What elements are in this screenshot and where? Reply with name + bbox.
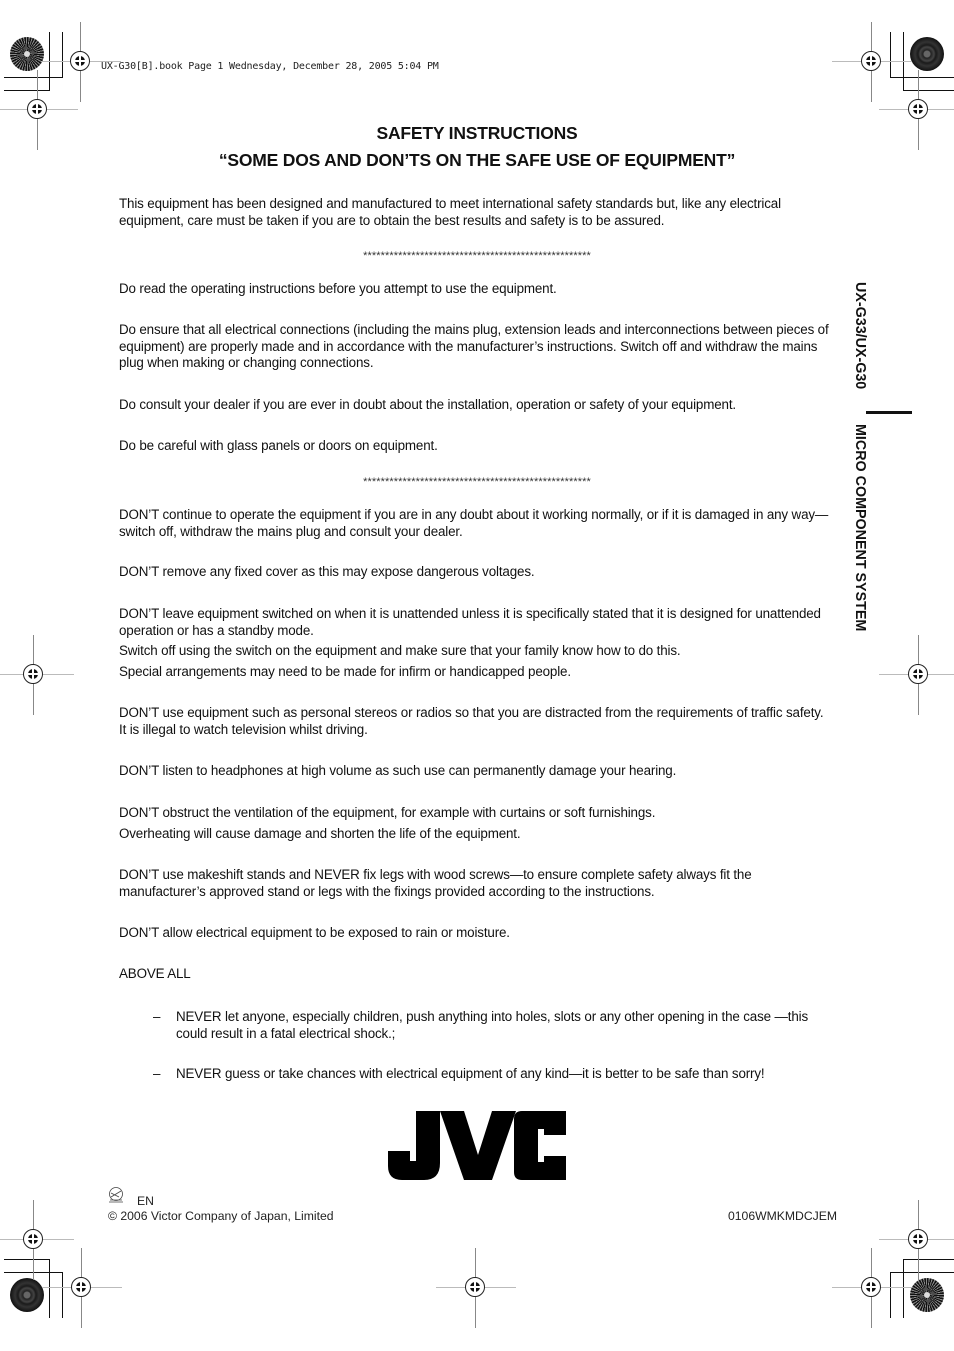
- dont-item: DON’T use makeshift stands and NEVER fix legs with wood screws—to ensure complete safety always fit the manufacturer’s approved stand or legs with the fixings provided according to the instructions.: [119, 867, 752, 899]
- list-dash: –: [153, 1066, 161, 1081]
- do-item: Do ensure that all electrical connections (including the mains plug, extension leads and interconnections between pieces of equipment) are properly made and in accordance with the manufacturer’s instructions. Switch off and withdraw the mains plug when making or changing connections.: [119, 322, 829, 370]
- dont-item: DON’T continue to operate the equipment if you are in any doubt about it working normally, or if it is damaged in any way—switch off, withdraw the mains plug and consult your dealer.: [119, 507, 829, 539]
- intro-paragraph: This equipment has been designed and manufactured to meet international safety standards but, like any electrical equipment, care must be taken if you are to obtain the best results and safety is to be assured.: [119, 196, 781, 228]
- registration-target-icon: [42, 1248, 122, 1328]
- dont-item: DON’T listen to headphones at high volume as such use can permanently damage your hearing.: [119, 763, 677, 778]
- page-subtitle: “SOME DOS AND DON’TS ON THE SAFE USE OF EQUIPMENT”: [218, 150, 736, 170]
- registration-target-icon: [879, 635, 954, 715]
- above-all-heading: ABOVE ALL: [119, 966, 191, 981]
- dont-item: DON’T allow electrical equipment to be exposed to rain or moisture.: [119, 925, 510, 940]
- dont-item: DON’T leave equipment switched on when it is unattended unless it is specifically stated that it is designed for unattended operation or has a standby mode.: [119, 606, 821, 638]
- language-code: EN: [137, 1194, 154, 1208]
- side-tab: [848, 282, 868, 672]
- copyright: © 2006 Victor Company of Japan, Limited: [108, 1209, 334, 1223]
- jvc-logo: [388, 1111, 566, 1180]
- print-header: UX-G30[B].book Page 1 Wednesday, December 28, 2005 5:04 PM: [101, 61, 439, 72]
- separator: ****************************************************: [363, 476, 591, 488]
- dont-item: DON’T remove any fixed cover as this may expose dangerous voltages.: [119, 564, 535, 579]
- side-tab-divider: [866, 411, 912, 414]
- dont-item: DON’T use equipment such as personal stereos or radios so that you are distracted from the requirements of traffic safety. It is illegal to watch television whilst driving.: [119, 705, 824, 737]
- list-dash: –: [153, 1009, 161, 1024]
- registration-disc-bottom-right-icon: [910, 1278, 944, 1312]
- registration-target-icon: [436, 1248, 516, 1328]
- dont-item: DON’T obstruct the ventilation of the equipment, for example with curtains or soft furnishings.: [119, 805, 656, 820]
- dont-item: Switch off using the switch on the equipment and make sure that your family know how to do this.: [119, 643, 681, 658]
- side-tab-product: MICRO COMPONENT SYSTEM: [852, 424, 868, 632]
- registration-disc-top-right-icon: [910, 37, 944, 71]
- recycle-paper-icon: [107, 1187, 125, 1203]
- registration-disc-bottom-left-icon: [10, 1278, 44, 1312]
- above-all-item: NEVER let anyone, especially children, push anything into holes, slots or any other opening in the case —this could result in a fatal electrical shock.;: [176, 1009, 808, 1041]
- separator: ****************************************************: [363, 250, 591, 262]
- registration-disc-top-left-icon: [10, 37, 44, 71]
- registration-target-icon: [832, 1248, 912, 1328]
- do-item: Do be careful with glass panels or doors on equipment.: [119, 438, 438, 453]
- side-tab-model: UX-G33/UX-G30: [852, 282, 868, 390]
- above-all-item: NEVER guess or take chances with electrical equipment of any kind—it is better to be safe than sorry!: [176, 1066, 765, 1081]
- do-item: Do read the operating instructions before you attempt to use the equipment.: [119, 281, 557, 296]
- registration-target-icon: [0, 635, 74, 715]
- dont-item: Overheating will cause damage and shorten the life of the equipment.: [119, 826, 521, 841]
- dont-item: Special arrangements may need to be made for infirm or handicapped people.: [119, 664, 571, 679]
- document-code: 0106WMKMDCJEM: [728, 1209, 838, 1223]
- page-title: SAFETY INSTRUCTIONS: [376, 123, 578, 143]
- do-item: Do consult your dealer if you are ever in doubt about the installation, operation or safety of your equipment.: [119, 397, 736, 412]
